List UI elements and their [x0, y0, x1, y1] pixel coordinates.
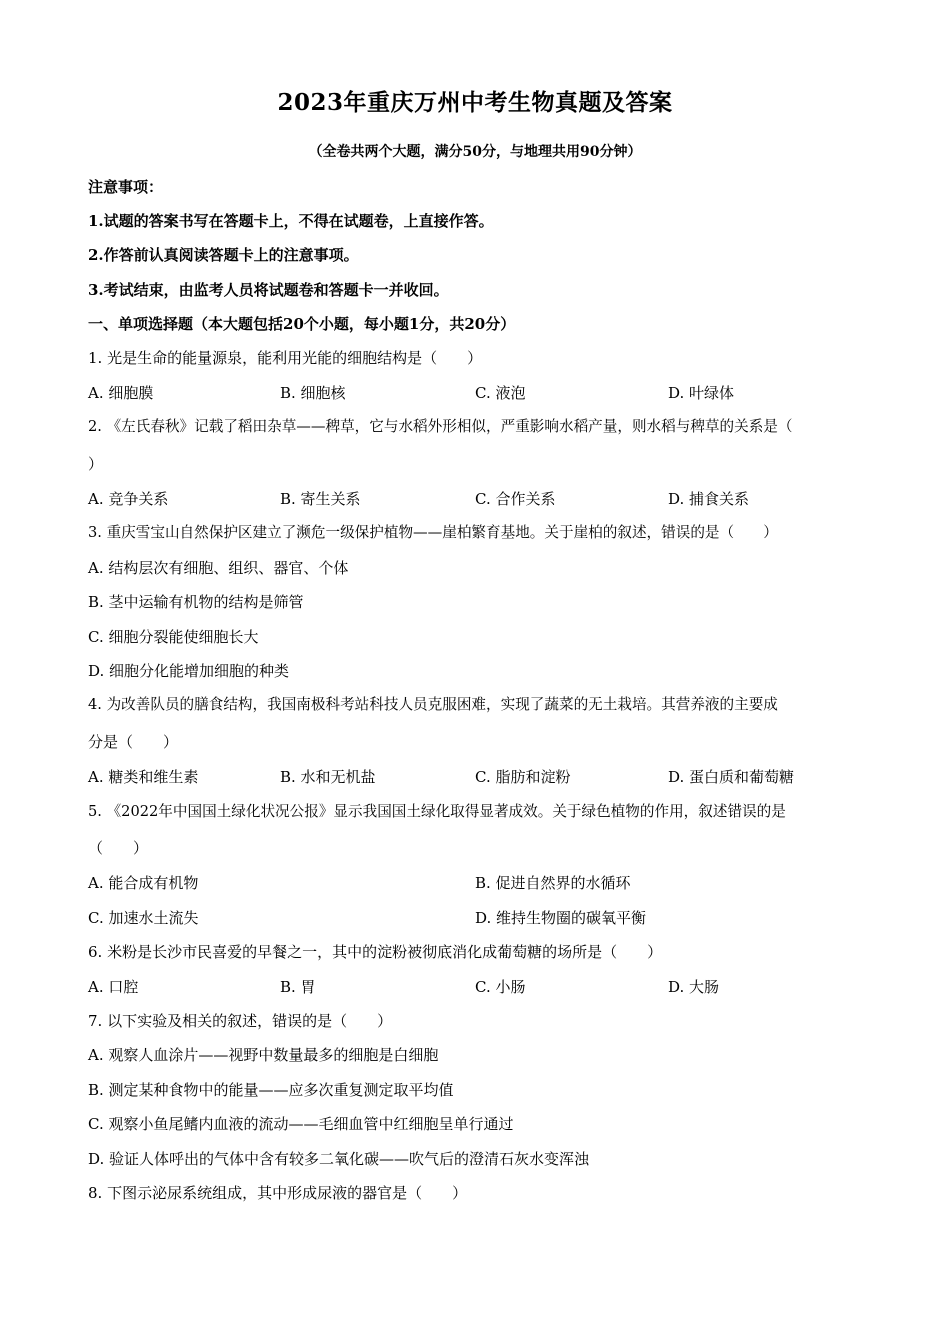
option-d: D. 大肠 — [668, 978, 720, 996]
question-stem-continued: （ ） — [88, 839, 149, 857]
question-stem: 1. 光是生命的能量源泉，能利用光能的细胞结构是（ ） — [88, 349, 483, 367]
option-b: B. 促进自然界的水循环 — [475, 874, 631, 892]
option-a: A. 竞争关系 — [88, 490, 169, 508]
document-title: 2023年重庆万州中考生物真题及答案 — [277, 89, 673, 116]
option-c: C. 液泡 — [475, 384, 526, 402]
question-stem: 4. 为改善队员的膳食结构，我国南极科考站科技人员克服困难，实现了蔬菜的无土栽培。其营养液的主要成 — [88, 696, 778, 713]
question-stem-continued: ） — [88, 455, 104, 473]
option-b: B. 茎中运输有机物的结构是筛管 — [88, 593, 304, 611]
option-d: D. 蛋白质和葡萄糖 — [668, 768, 795, 786]
option-b: B. 寄生关系 — [280, 490, 361, 508]
option-a: A. 口腔 — [88, 978, 139, 996]
option-b: B. 细胞核 — [280, 384, 346, 402]
option-b: B. 测定某种食物中的能量——应多次重复测定取平均值 — [88, 1081, 454, 1099]
question-stem: 8. 下图示泌尿系统组成，其中形成尿液的器官是（ ） — [88, 1184, 468, 1202]
option-d: D. 验证人体呼出的气体中含有较多二氧化碳——吹气后的澄清石灰水变浑浊 — [88, 1150, 590, 1168]
section-heading: 一、单项选择题（本大题包括20个小题，每小题1分，共20分） — [88, 315, 516, 333]
option-d: D. 细胞分化能增加细胞的种类 — [88, 662, 290, 680]
question-stem: 2. 《左氏春秋》记载了稻田杂草——稗草，它与水稻外形相似，严重影响水稻产量，则水稻与稗草的关系是（ — [88, 418, 793, 435]
option-c: C. 加速水土流失 — [88, 909, 199, 927]
question-stem: 3. 重庆雪宝山自然保护区建立了濒危一级保护植物——崖柏繁育基地。关于崖柏的叙述，错误的是（ ） — [88, 524, 778, 541]
option-c: C. 脂肪和淀粉 — [475, 768, 571, 786]
notes-heading: 注意事项： — [88, 178, 164, 196]
option-c: C. 小肠 — [475, 978, 526, 996]
option-a: A. 细胞膜 — [88, 384, 154, 402]
question-stem-continued: 分是（ ） — [88, 733, 179, 751]
option-a: A. 糖类和维生素 — [88, 768, 199, 786]
option-d: D. 捕食关系 — [668, 490, 750, 508]
question-stem: 7. 以下实验及相关的叙述，错误的是（ ） — [88, 1012, 393, 1030]
question-stem: 5. 《2022年中国国土绿化状况公报》显示我国国土绿化取得显著成效。关于绿色植物的作用，叙述错误的是 — [88, 803, 786, 820]
question-stem: 6. 米粉是长沙市民喜爱的早餐之一，其中的淀粉被彻底消化成葡萄糖的场所是（ ） — [88, 943, 663, 961]
option-c: C. 细胞分裂能使细胞长大 — [88, 628, 259, 646]
note-item: 1.试题的答案书写在答题卡上，不得在试题卷，上直接作答。 — [88, 212, 494, 230]
option-b: B. 胃 — [280, 978, 316, 996]
option-d: D. 维持生物圈的碳氧平衡 — [475, 909, 647, 927]
note-item: 2.作答前认真阅读答题卡上的注意事项。 — [88, 246, 359, 264]
document-subtitle: （全卷共两个大题，满分50分，与地理共用90分钟） — [308, 144, 642, 160]
option-d: D. 叶绿体 — [668, 384, 735, 402]
note-item: 3.考试结束，由监考人员将试题卷和答题卡一并收回。 — [88, 281, 449, 299]
option-a: A. 能合成有机物 — [88, 874, 199, 892]
option-a: A. 观察人血涂片——视野中数量最多的细胞是白细胞 — [88, 1046, 439, 1064]
option-b: B. 水和无机盐 — [280, 768, 376, 786]
option-c: C. 观察小鱼尾鳍内血液的流动——毛细血管中红细胞呈单行通过 — [88, 1115, 514, 1133]
option-c: C. 合作关系 — [475, 490, 556, 508]
option-a: A. 结构层次有细胞、组织、器官、个体 — [88, 559, 349, 577]
